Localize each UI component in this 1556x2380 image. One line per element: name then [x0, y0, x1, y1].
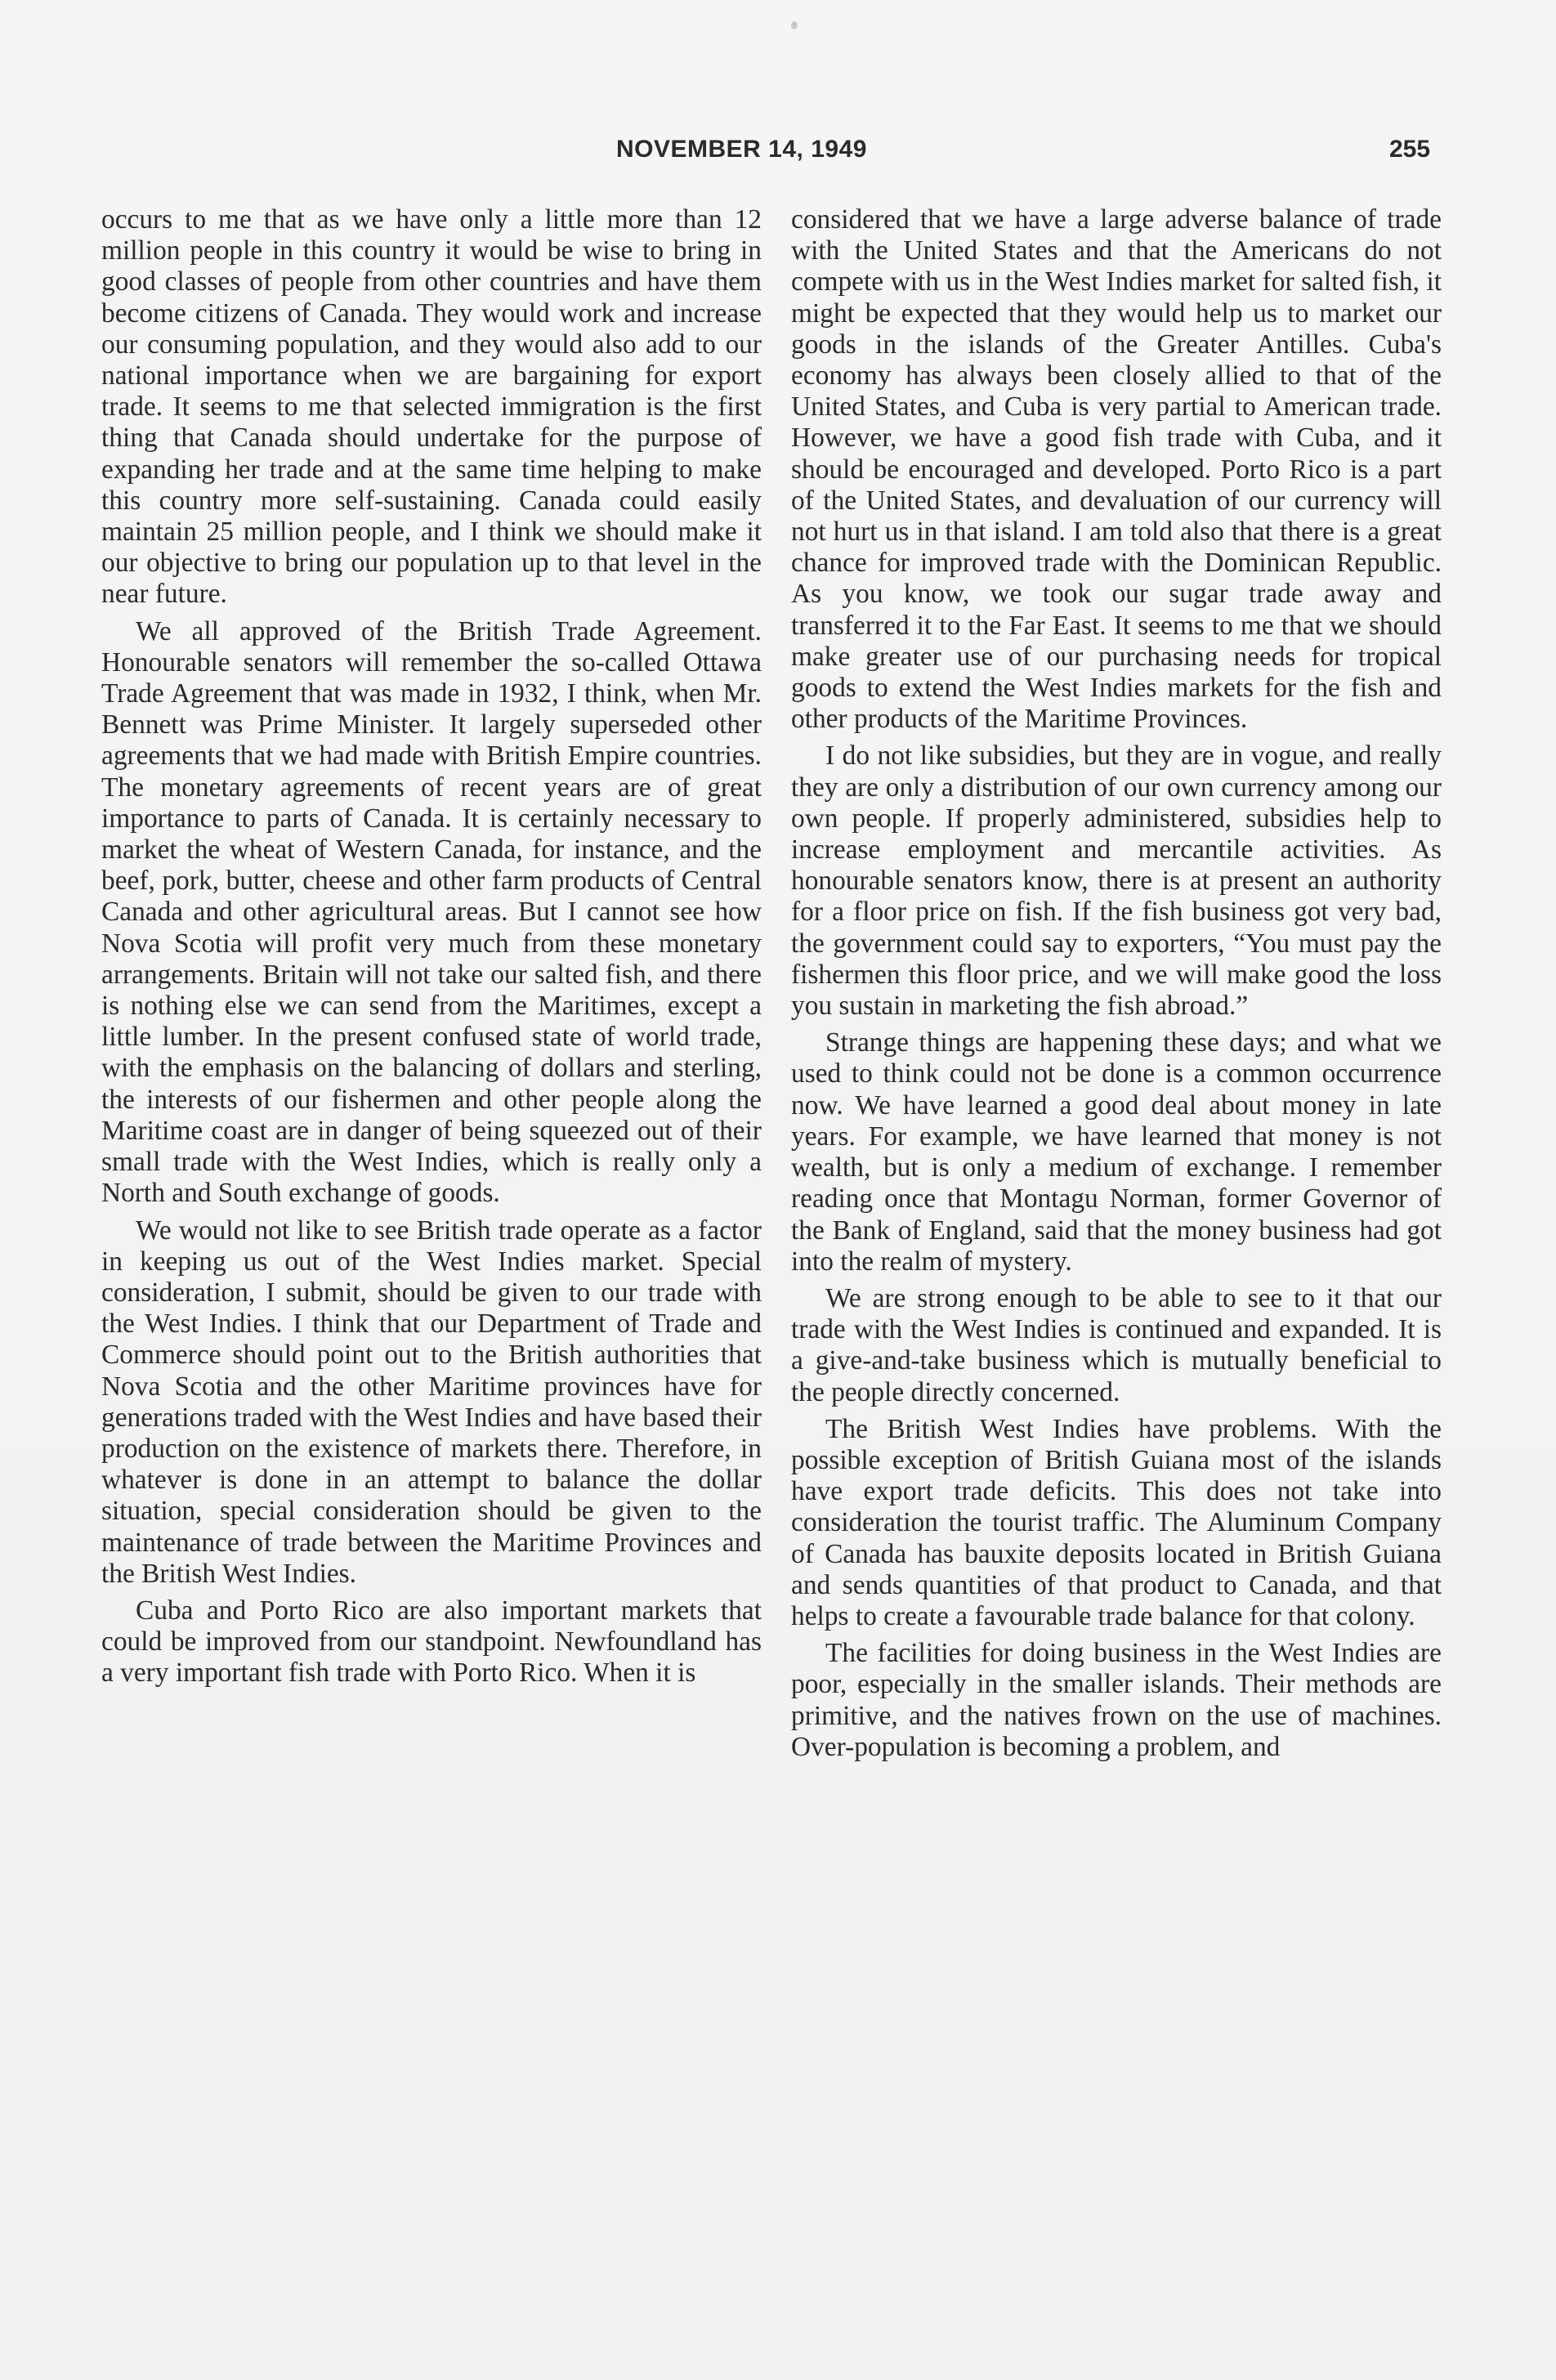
paragraph: The facilities for doing business in the West Indies are poor, especially in the smaller islands. Their methods are primitive, and the natives frown on the use of machines. Over-population is becoming a problem, and — [791, 1638, 1442, 1762]
paragraph: We would not like to see British trade operate as a factor in keeping us out of the West Indies market. Special consideration, I submit, should be given to our trade with the West Indies. I think that our Department of Trade and Commerce should point out to the British authorities that Nova Scotia and the other Maritime provinces have for generations traded with the West Indies and have based their production on the existence of markets there. Therefore, in whatever is done in an attempt to balance the dollar situation, special consideration should be given to the maintenance of trade between the Maritime Provinces and the British West Indies. — [101, 1215, 762, 1589]
paragraph: considered that we have a large adverse balance of trade with the United States and that the Americans do not compete with us in the West Indies market for salted fish, it might be expected that they would help us to market our goods in the islands of the Greater Antilles. Cuba's economy has always been closely allied to that of the United States, and Cuba is very partial to American trade. However, we have a good fish trade with Cuba, and it should be encouraged and developed. Porto Rico is a part of the United States, and devaluation of our currency will not hurt us in that island. I am told also that there is a great chance for improved trade with the Dominican Republic. As you know, we took our sugar trade away and transferred it to the Far East. It seems to me that we should make greater use of our purchasing needs for tropical goods to extend the West Indies markets for the fish and other products of the Maritime Provinces. — [791, 204, 1442, 735]
right-column — [791, 204, 1442, 1769]
left-column — [101, 204, 762, 1695]
paragraph: Strange things are happening these days; and what we used to think could not be done is a common occurrence now. We have learned a good deal about money in late years. For example, we have learned that money is not wealth, but is only a medium of exchange. I remember reading once that Montagu Norman, former Governor of the Bank of England, said that the money business had got into the realm of mystery. — [791, 1027, 1442, 1277]
header-date: NOVEMBER 14, 1949 — [616, 136, 867, 163]
paragraph: The British West Indies have problems. With the possible exception of British Guiana most of the islands have export trade deficits. This does not take into consideration the tourist traffic. The Aluminum Company of Canada has bauxite deposits located in British Guiana and sends quantities of that product to Canada, and that helps to create a favourable trade balance for that colony. — [791, 1413, 1442, 1631]
paragraph: Cuba and Porto Rico are also important markets that could be improved from our standpoint. Newfoundland has a very important fish trade with Porto Rico. When it is — [101, 1595, 762, 1689]
paragraph: We all approved of the British Trade Agreement. Honourable senators will remember the so-called Ottawa Trade Agreement that was made in 1932, I think, when Mr. Bennett was Prime Minister. It largely superseded other agreements that we had made with British Empire countries. The monetary agreements of recent years are of great importance to parts of Canada. It is certainly necessary to market the wheat of Western Canada, for instance, and the beef, pork, butter, cheese and other farm products of Central Canada and other agricultural areas. But I cannot see how Nova Scotia will profit very much from these monetary arrangements. Britain will not take our salted fish, and there is nothing else we can send from the Maritimes, except a little lumber. In the present confused state of world trade, with the emphasis on the balancing of dollars and sterling, the interests of our fishermen and other people along the Maritime coast are in danger of being squeezed out of their small trade with the West Indies, which is really only a North and South exchange of goods. — [101, 615, 762, 1209]
running-header — [0, 136, 1556, 168]
paragraph: We are strong enough to be able to see to it that our trade with the West Indies is continued and expanded. It is a give-and-take business which is mutually beneficial to the people directly concerned. — [791, 1282, 1442, 1407]
paragraph: occurs to me that as we have only a little more than 12 million people in this country it would be wise to bring in good classes of people from other countries and have them become citizens of Canada. They would work and increase our consuming population, and they would also add to our national importance when we are bargaining for export trade. It seems to me that selected immigration is the first thing that Canada should undertake for the purpose of expanding her trade and at the same time helping to make this country more self-sustaining. Canada could easily maintain 25 million people, and I think we should make it our objective to bring our population up to that level in the near future. — [101, 204, 762, 610]
page-number: 255 — [1389, 136, 1431, 163]
paragraph: I do not like subsidies, but they are in vogue, and really they are only a distribution of our own currency among our own people. If properly administered, subsidies help to increase employment and mercantile activities. As honourable senators know, there is at present an authority for a floor price on fish. If the fish business got very bad, the government could say to exporters, “You must pay the fishermen this floor price, and we will make good the loss you sustain in marketing the fish abroad.” — [791, 740, 1442, 1022]
scan-speck — [791, 21, 798, 29]
